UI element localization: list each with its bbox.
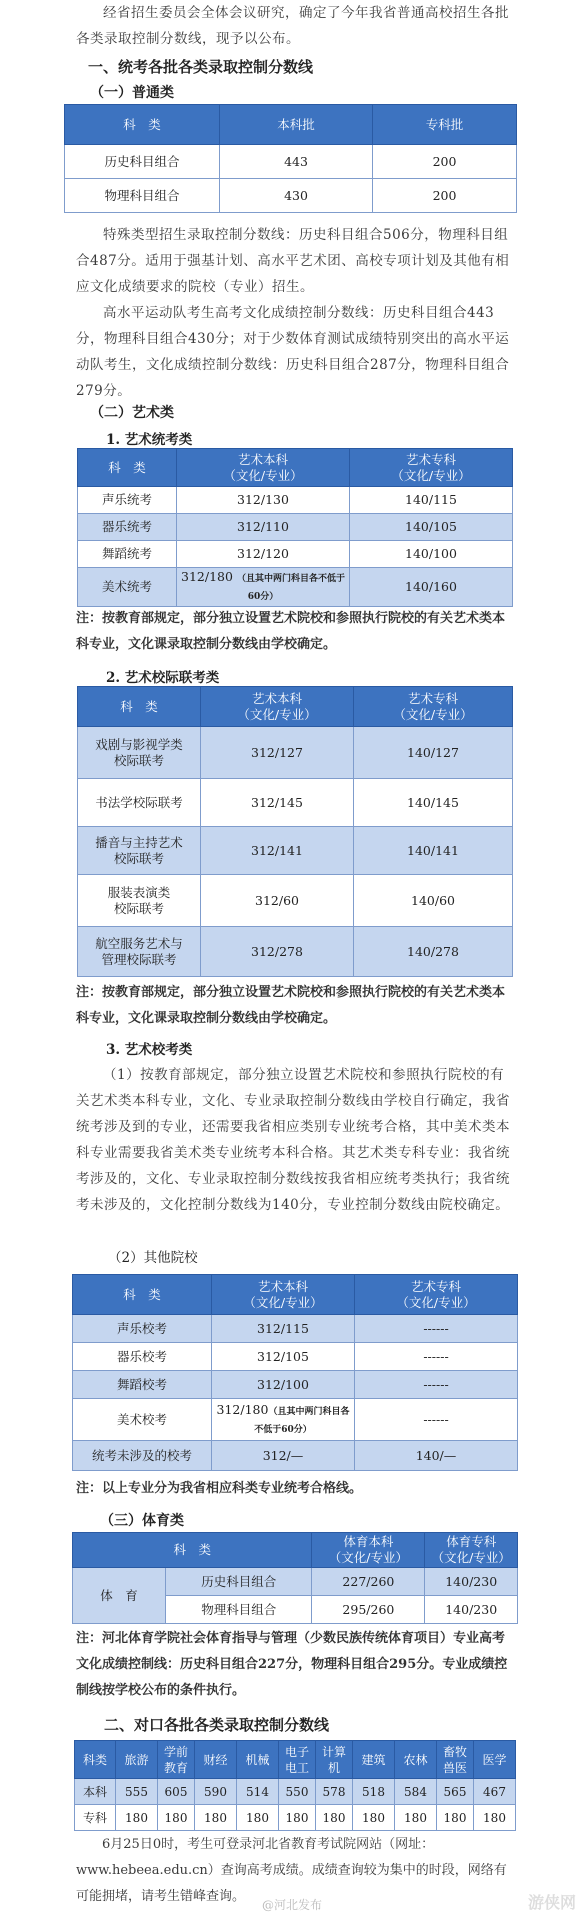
art-3-sub-2: （2）其他院校 <box>108 1250 198 1266</box>
table-cell: 584 <box>395 1779 437 1805</box>
table-header: 科类 <box>75 1741 116 1779</box>
special-paragraph: 特殊类型招生录取控制分数线：历史科目组合506分，物理科目组合487分。适用于强基计划、高水平艺术团、高校专项计划及其他有相应文化成绩要求的院校（专业）招生。 <box>76 227 510 295</box>
table-header: 科 类 <box>78 687 201 727</box>
table-cell: 航空服务艺术与 管理校际联考 <box>78 927 201 977</box>
table-header: 专科批 <box>373 105 517 145</box>
table-header: 医学 <box>474 1741 516 1779</box>
table-cell: 舞蹈校考 <box>73 1371 212 1399</box>
intro-paragraph: 经省招生委员会全体会议研究，确定了今年我省普通高校招生各批各类录取控制分数线，现予以公布。 <box>76 5 509 47</box>
table-cell: 180 <box>195 1805 237 1831</box>
table-cell: 书法学校际联考 <box>78 779 201 827</box>
table-cell: 590 <box>195 1779 237 1805</box>
table-cell: 历史科目组合 <box>65 145 220 179</box>
table-general <box>64 104 517 213</box>
table-cell: 312/141 <box>201 827 354 875</box>
table-cell: 443 <box>220 145 373 179</box>
table-cell: 器乐校考 <box>73 1343 212 1371</box>
table-cell: 312/115 <box>212 1315 355 1343</box>
table-cell: 200 <box>373 145 517 179</box>
table-header: 艺术专科 （文化/专业） <box>354 687 513 727</box>
table-cell <box>212 1399 355 1441</box>
table-cell: 180 <box>437 1805 474 1831</box>
section-2-sub: （二）艺术类 <box>90 405 174 421</box>
table-cell: 体 育 <box>73 1568 166 1624</box>
table-cell: 140/105 <box>350 514 513 541</box>
table-header: 计算机 <box>316 1741 353 1779</box>
table-cell: 312/278 <box>201 927 354 977</box>
table-cell: 140/230 <box>425 1596 518 1624</box>
art-3-paragraph: （1）按教育部规定，部分独立设置艺术院校和参照执行院校的有关艺术类本科专业，文化、专业录取控制分数线由学校自行确定，我省统考涉及到的专业，还需要我省相应类别专业统考合格，其中美术类本科专业需要我省美术类专业统考本科合格。其艺术类专科专业：我省统考涉及的，文化、专业录取控制分数线按我省相应统考类执行；我省统考未涉及的，文化控制分数线为140分，专业控制分数线由院校确定。 <box>76 1067 510 1213</box>
table-cell: ------ <box>355 1315 518 1343</box>
note-4: 注：河北体育学院社会体育指导与管理（少数民族传统体育项目）专业高考文化成绩控制线：历史科目组合227分，物理科目组合295分。专业成绩控制线按学校公布的条件执行。 <box>76 1631 508 1698</box>
table-art-unified <box>77 448 513 607</box>
score-note: （且其中两门科目各不低于60分） <box>254 1406 350 1435</box>
table-cell: 美术统考 <box>78 568 177 607</box>
table-cell: 312/105 <box>212 1343 355 1371</box>
table-cell: 312/110 <box>177 514 350 541</box>
table-cell: 140/— <box>355 1441 518 1471</box>
note-2: 注：按教育部规定，部分独立设置艺术院校和参照执行院校的有关艺术类本科专业，文化课录取控制分数线由学校确定。 <box>76 985 506 1026</box>
table-cell: 200 <box>373 179 517 213</box>
table-header: 本科批 <box>220 105 373 145</box>
note-1: 注：按教育部规定，部分独立设置艺术院校和参照执行院校的有关艺术类本科专业，文化课录取控制分数线由学校确定。 <box>76 611 506 652</box>
table-cell: 312/60 <box>201 875 354 927</box>
table-sport <box>72 1532 518 1624</box>
table-cell: 140/145 <box>354 779 513 827</box>
table-cell: ------ <box>355 1399 518 1441</box>
table-cell: 312/130 <box>177 487 350 514</box>
site-logo: 游侠网 <box>527 1893 576 1912</box>
table-header: 科 类 <box>73 1275 212 1315</box>
table-cell: 518 <box>353 1779 395 1805</box>
table-art-school <box>72 1274 518 1471</box>
table-header: 建筑 <box>353 1741 395 1779</box>
art-3-title: 3. 艺术校考类 <box>106 1042 193 1058</box>
table-cell: 140/160 <box>350 568 513 607</box>
table-cell: 140/60 <box>354 875 513 927</box>
table-cell: 312/127 <box>201 727 354 779</box>
table-cell: 180 <box>158 1805 195 1831</box>
table-header: 体育专科 （文化/专业） <box>425 1533 518 1568</box>
score-value: 312/180 <box>216 1401 269 1417</box>
table-header: 艺术专科 （文化/专业） <box>355 1275 518 1315</box>
table-cell: 180 <box>474 1805 516 1831</box>
table-vocational <box>74 1740 516 1831</box>
table-cell: 295/260 <box>312 1596 425 1624</box>
table-cell: 140/230 <box>425 1568 518 1596</box>
table-cell: 140/141 <box>354 827 513 875</box>
table-cell: 578 <box>316 1779 353 1805</box>
table-cell: 514 <box>237 1779 279 1805</box>
table-cell: ------ <box>355 1371 518 1399</box>
table-cell: 555 <box>116 1779 158 1805</box>
art-2-title: 2. 艺术校际联考类 <box>106 670 220 686</box>
table-cell: 140/115 <box>350 487 513 514</box>
sport-paragraph: 高水平运动队考生高考文化成绩控制分数线：历史科目组合443分，物理科目组合430分；对于少数体育测试成绩特别突出的高水平运动队考生，文化成绩控制分数线：历史科目组合287分，物理科目组合279分。 <box>76 305 510 399</box>
table-cell: 舞蹈统考 <box>78 541 177 568</box>
table-cell: 器乐统考 <box>78 514 177 541</box>
table-cell <box>177 568 350 607</box>
table-cell: 声乐统考 <box>78 487 177 514</box>
table-header: 体育本科 （文化/专业） <box>312 1533 425 1568</box>
table-art-joint <box>77 686 513 977</box>
table-cell: 180 <box>116 1805 158 1831</box>
table-cell: 180 <box>395 1805 437 1831</box>
table-header: 艺术专科 （文化/专业） <box>350 449 513 487</box>
score-value: 312/180 <box>181 569 233 584</box>
table-cell: 180 <box>353 1805 395 1831</box>
watermark-text: @河北发布 <box>262 1898 323 1912</box>
table-header: 机械 <box>237 1741 279 1779</box>
section-1-title: 一、统考各批各类录取控制分数线 <box>88 58 314 76</box>
table-cell: 180 <box>279 1805 316 1831</box>
table-header: 科 类 <box>73 1533 312 1568</box>
table-header: 旅游 <box>116 1741 158 1779</box>
table-cell: 312/— <box>212 1441 355 1471</box>
table-header: 科 类 <box>78 449 177 487</box>
note-3: 注：以上专业分为我省相应科类专业统考合格线。 <box>76 1481 363 1496</box>
section-4-title: 二、对口各批各类录取控制分数线 <box>104 1716 330 1734</box>
table-cell: 605 <box>158 1779 195 1805</box>
table-cell: ------ <box>355 1343 518 1371</box>
table-header: 畜牧兽医 <box>437 1741 474 1779</box>
table-cell: 565 <box>437 1779 474 1805</box>
section-3-sub: （三）体育类 <box>100 1513 184 1529</box>
section-1-sub: （一）普通类 <box>90 85 174 101</box>
table-header: 学前教育 <box>158 1741 195 1779</box>
table-cell: 播音与主持艺术 校际联考 <box>78 827 201 875</box>
table-header: 艺术本科 （文化/专业） <box>201 687 354 727</box>
table-cell: 本科 <box>75 1779 116 1805</box>
table-cell: 430 <box>220 179 373 213</box>
table-cell: 312/145 <box>201 779 354 827</box>
table-cell: 服装表演类 校际联考 <box>78 875 201 927</box>
table-cell: 美术校考 <box>73 1399 212 1441</box>
table-cell: 140/278 <box>354 927 513 977</box>
table-cell: 140/100 <box>350 541 513 568</box>
table-cell: 180 <box>237 1805 279 1831</box>
table-cell: 物理科目组合 <box>166 1596 312 1624</box>
table-header: 艺术本科 （文化/专业） <box>212 1275 355 1315</box>
table-cell: 312/100 <box>212 1371 355 1399</box>
table-header: 电子电工 <box>279 1741 316 1779</box>
table-cell: 历史科目组合 <box>166 1568 312 1596</box>
table-cell: 140/127 <box>354 727 513 779</box>
table-header: 艺术本科 （文化/专业） <box>177 449 350 487</box>
table-cell: 戏剧与影视学类 校际联考 <box>78 727 201 779</box>
table-cell: 专科 <box>75 1805 116 1831</box>
table-cell: 312/120 <box>177 541 350 568</box>
footer-paragraph: 6月25日0时，考生可登录河北省教育考试院网站（网址：www.hebeea.edu.cn）查询高考成绩。成绩查询较为集中的时段，网络有可能拥堵，请考生错峰查询。 <box>76 1837 507 1904</box>
table-cell: 467 <box>474 1779 516 1805</box>
score-note: （且其中两门科目各不低于60分） <box>236 574 345 602</box>
table-cell: 180 <box>316 1805 353 1831</box>
art-1-title: 1. 艺术统考类 <box>106 432 193 448</box>
table-cell: 声乐校考 <box>73 1315 212 1343</box>
table-cell: 550 <box>279 1779 316 1805</box>
table-header: 农林 <box>395 1741 437 1779</box>
table-header: 科 类 <box>65 105 220 145</box>
table-cell: 227/260 <box>312 1568 425 1596</box>
table-cell: 统考未涉及的校考 <box>73 1441 212 1471</box>
table-header: 财经 <box>195 1741 237 1779</box>
table-cell: 物理科目组合 <box>65 179 220 213</box>
